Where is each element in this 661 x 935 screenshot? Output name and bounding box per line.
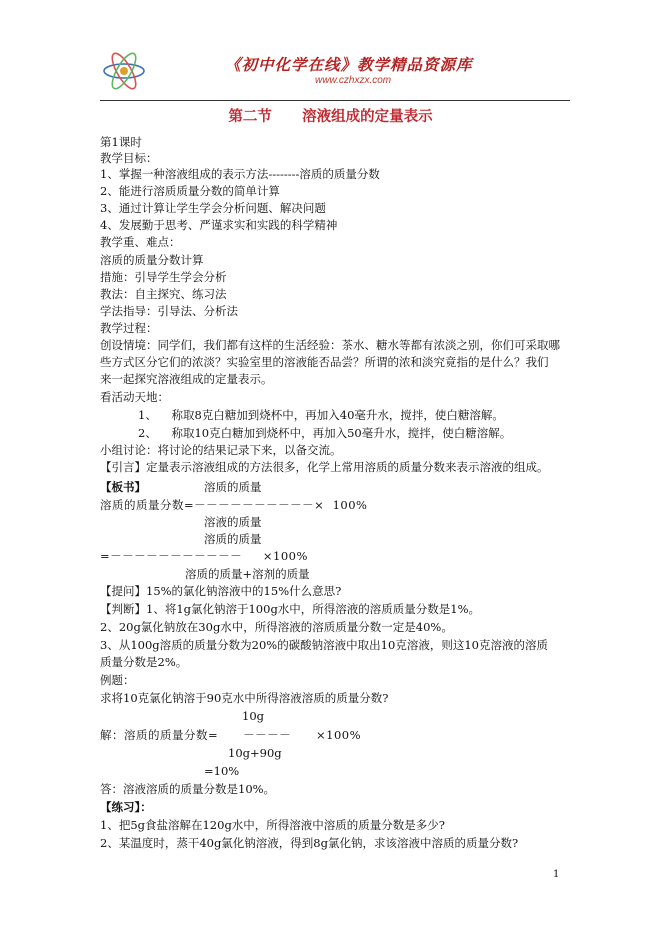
exercise-label: 【练习】： bbox=[100, 800, 152, 814]
header-rule bbox=[100, 100, 570, 101]
body-line: 1、把5g食盐溶解在120g水中，所得溶液中溶质的质量分数是多少? bbox=[100, 818, 445, 832]
body-line: 2、某温度时，蒸干40g氯化钠溶液，得到8g氯化钠，求该溶液中溶质的质量分数? bbox=[100, 836, 519, 850]
page-title: 第二节 溶液组成的定量表示 bbox=[228, 108, 433, 125]
body-line: 1、 称取8克白糖加到烧杯中，再加入40毫升水，搅拌，使白糖溶解。 bbox=[138, 408, 504, 422]
body-line: 溶质的质量分数计算 bbox=[100, 253, 204, 267]
banner-url: www.czhxzx.com bbox=[315, 75, 392, 86]
body-line: 1、掌握一种溶液组成的表示方法--------溶质的质量分数 bbox=[100, 167, 380, 181]
solution-answer: 答：溶液溶质的质量分数是10%。 bbox=[100, 782, 276, 796]
formula-denominator: 溶质的质量+溶剂的质量 bbox=[185, 567, 310, 581]
board-label: 【板书】 bbox=[100, 480, 146, 494]
atom-icon bbox=[100, 47, 148, 95]
header-banner bbox=[100, 45, 560, 97]
body-line: 教学过程： bbox=[100, 321, 158, 335]
formula-numerator: 溶质的质量 bbox=[204, 480, 262, 494]
page-number: 1 bbox=[553, 869, 560, 880]
body-line: 些方式区分它们的浓淡？实验室里的溶液能否品尝？所谓的浓和淡究竟指的是什么？我们 bbox=[100, 355, 549, 369]
banner-title: 《初中化学在线》教学精品资源库 bbox=[225, 55, 473, 74]
body-line: 2、 称取10克白糖加到烧杯中，再加入50毫升水，搅拌，使白糖溶解。 bbox=[138, 426, 512, 440]
body-line: 质量分数是2%。 bbox=[100, 655, 188, 669]
solution-expression: 解：溶质的质量分数= －－－－ ×100% bbox=[100, 728, 362, 742]
body-line: 【判断】1、将1g氯化钠溶于100g水中，所得溶液的溶质质量分数是1%。 bbox=[100, 602, 481, 616]
formula-expression: =－－－－－－－－－－－ ×100% bbox=[100, 549, 308, 563]
solution-denominator: 10g+90g bbox=[228, 746, 282, 760]
body-line: 4、发展勤于思考、严谨求实和实践的科学精神 bbox=[100, 218, 338, 232]
body-line: 求将10克氯化钠溶于90克水中所得溶液溶质的质量分数? bbox=[100, 691, 389, 705]
body-line: 2、能进行溶质质量分数的简单计算 bbox=[100, 184, 280, 198]
body-line: 教学重、难点： bbox=[100, 235, 181, 249]
body-line: 措施：引导学生学会分析 bbox=[100, 270, 227, 284]
body-line: 教法：自主探究、练习法 bbox=[100, 287, 227, 301]
body-line: 3、从100g溶质的质量分数为20%的碳酸钠溶液中取出10克溶液，则这10克溶液的溶质 bbox=[100, 638, 548, 652]
formula-numerator: 溶质的质量 bbox=[204, 532, 262, 546]
body-line: 看活动天地： bbox=[100, 390, 169, 404]
body-line: 教学目标： bbox=[100, 151, 158, 165]
body-line: 【提问】15%的氯化钠溶液中的15%什么意思? bbox=[100, 584, 342, 598]
body-line: 第1课时 bbox=[100, 135, 142, 149]
body-line: 3、通过计算让学生学会分析问题、解决问题 bbox=[100, 201, 326, 215]
body-line: 小组讨论：将讨论的结果记录下来，以备交流。 bbox=[100, 443, 342, 457]
body-line: 2、20g氯化钠放在30g水中，所得溶液的溶质质量分数一定是40%。 bbox=[100, 620, 453, 634]
formula-denominator: 溶液的质量 bbox=[204, 515, 262, 529]
solution-numerator: 10g bbox=[242, 709, 264, 723]
body-line: 来一起探究溶液组成的定量表示。 bbox=[100, 372, 273, 386]
formula-expression: 溶质的质量分数=－－－－－－－－－－× 100% bbox=[100, 498, 368, 512]
solution-result: =10% bbox=[204, 764, 240, 778]
body-line: 例题： bbox=[100, 673, 135, 687]
body-line: 学法指导：引导法、分析法 bbox=[100, 304, 238, 318]
body-line: 创设情境：同学们，我们都有这样的生活经验：茶水、糖水等都有浓淡之别，你们可采取哪 bbox=[100, 338, 560, 352]
body-line: 【引言】定量表示溶液组成的方法很多，化学上常用溶质的质量分数来表示溶液的组成。 bbox=[100, 460, 549, 474]
